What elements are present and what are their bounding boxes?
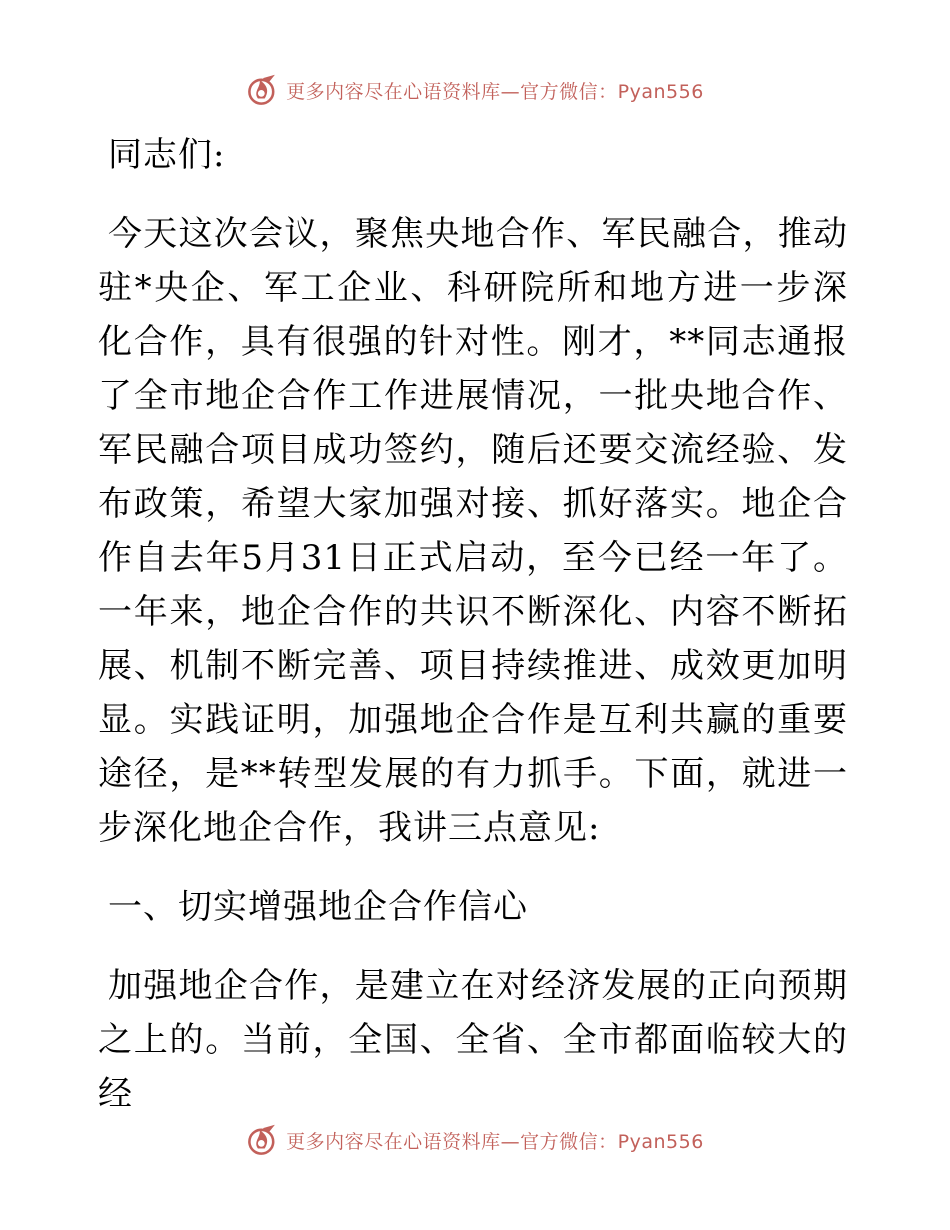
section-paragraph: 加强地企合作，是建立在对经济发展的正向预期之上的。当前，全国、全省、全市都面临较大的经 [98, 966, 848, 1114]
watermark-banner-bottom [0, 1120, 950, 1160]
body-paragraph: 今天这次会议，聚焦央地合作、军民融合，推动驻*央企、军工企业、科研院所和地方进一步深化合作，具有很强的针对性。刚才，**同志通报了全市地企合作工作进展情况，一批央地合作、军民融合项目成功签约，随后还要交流经验、发布政策，希望大家加强对接、抓好落实。地企合作自去年5月31日正式启动，至今已经一年了。一年来，地企合作的共识不断深化、内容不断拓展、机制不断完善、项目持续推进、成效更加明显。实践证明，加强地企合作是互利共赢的重要途径，是**转型发展的有力抓手。下面，就进一步深化地企合作，我讲三点意见: [98, 214, 848, 848]
watermark-text: 更多内容尽在心语资料库—官方微信：Pyan556 [286, 80, 704, 103]
flame-logo-icon [246, 73, 280, 107]
document-body [98, 128, 848, 1146]
flame-logo-icon [246, 1123, 280, 1157]
section-heading: 一、切实增强地企合作信心 [108, 887, 528, 927]
watermark-banner-top [0, 70, 950, 110]
greeting: 同志们: [108, 135, 226, 175]
watermark-text: 更多内容尽在心语资料库—官方微信：Pyan556 [286, 1130, 704, 1153]
